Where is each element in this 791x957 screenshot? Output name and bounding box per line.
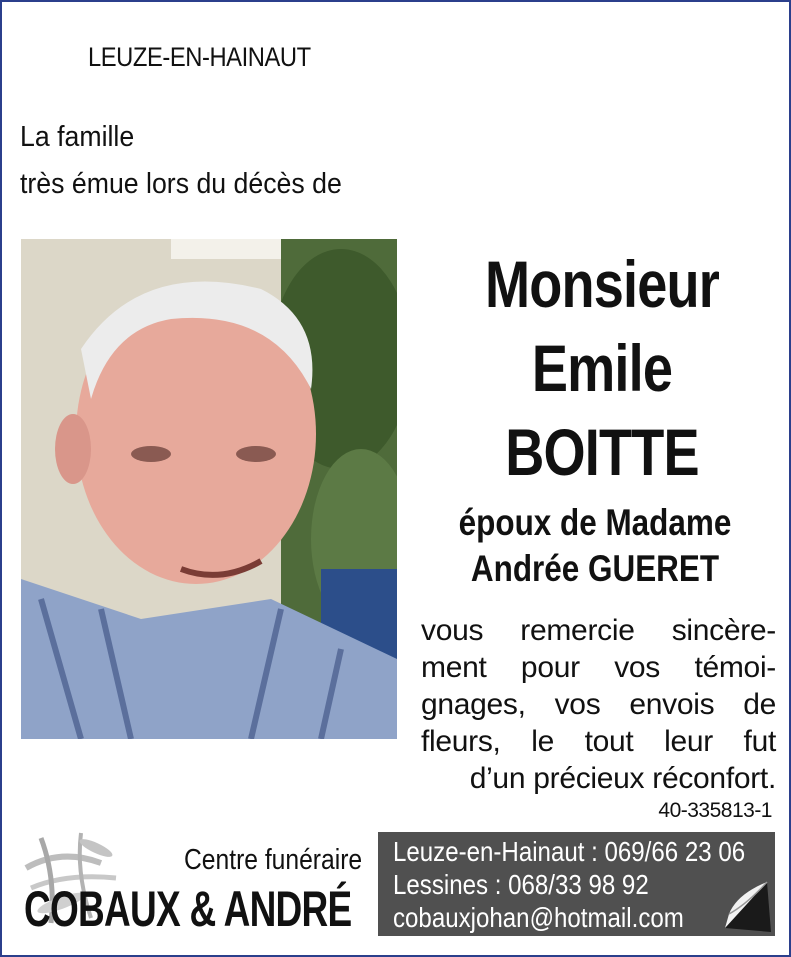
- deceased-title: Monsieur: [484, 247, 719, 321]
- intro-line-1: La famille: [20, 121, 135, 153]
- deceased-name: [454, 242, 749, 494]
- thanks-line-5: d’un précieux réconfort.: [469, 762, 776, 795]
- thanks-line-3: gnages, vos envois de: [421, 688, 776, 721]
- portrait-photo: [21, 239, 397, 739]
- page-curl-icon: [717, 874, 775, 936]
- thanks-line-4: fleurs, le tout leur fut: [421, 725, 776, 758]
- spouse-line-1: époux de Madame: [458, 502, 732, 543]
- reference-number: 40-335813-1: [658, 799, 772, 822]
- contact-box: [378, 832, 775, 936]
- spouse-info: [438, 500, 753, 592]
- location-heading: LEUZE-EN-HAINAUT: [88, 42, 311, 72]
- funeral-home-label: Centre funéraire: [184, 844, 363, 876]
- contact-leuze-phone: Leuze-en-Hainaut : 069/66 23 06: [393, 836, 746, 867]
- deceased-last-name: BOITTE: [505, 415, 699, 489]
- spouse-line-2: Andrée GUERET: [470, 548, 720, 589]
- thanks-line-2: ment pour vos témoi-: [421, 651, 776, 684]
- thanks-line-1: vous remercie sincère-: [421, 614, 776, 647]
- deceased-first-name: Emile: [531, 331, 673, 405]
- contact-lessines-phone: Lessines : 068/33 98 92: [393, 869, 649, 900]
- funeral-home-name: COBAUX & ANDRÉ: [24, 881, 352, 937]
- intro-text: [20, 114, 342, 208]
- contact-email[interactable]: cobauxjohan@hotmail.com: [393, 902, 684, 933]
- portrait-icon: [21, 239, 397, 739]
- thanks-message: [421, 612, 776, 797]
- intro-line-2: très émue lors du décès de: [20, 168, 342, 200]
